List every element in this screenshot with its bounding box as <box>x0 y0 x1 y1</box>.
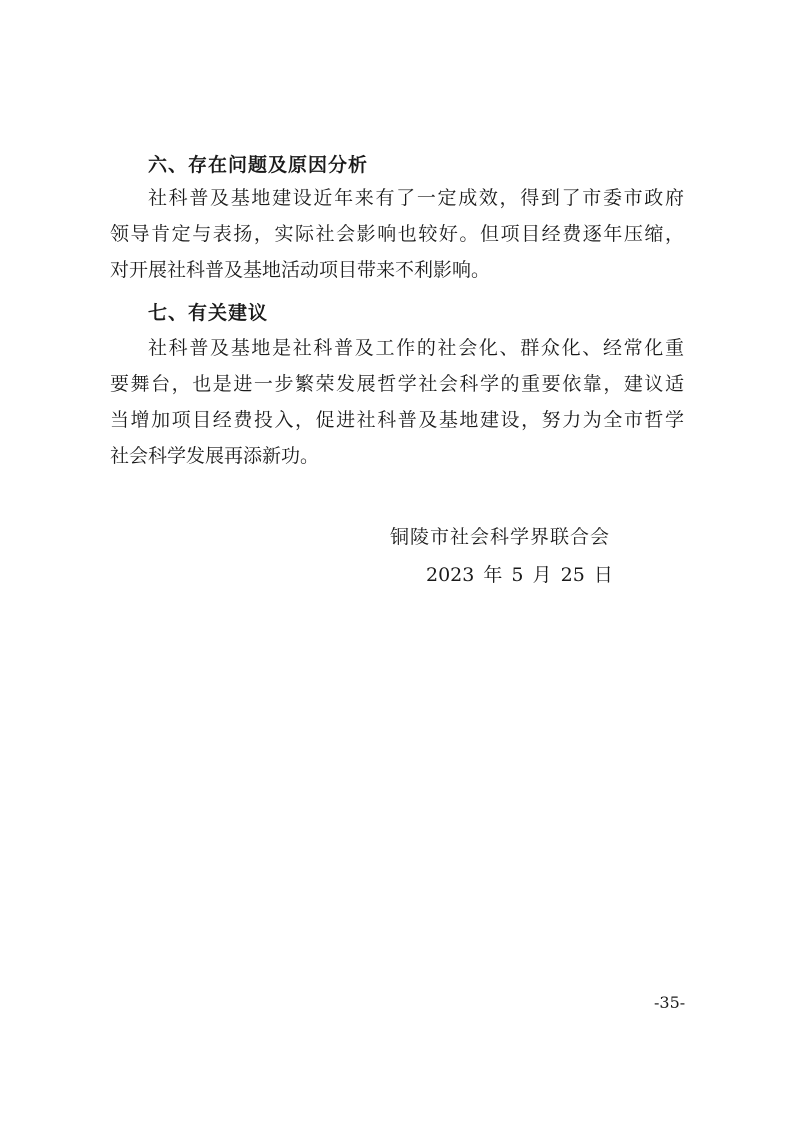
page-number: -35- <box>654 993 686 1012</box>
section-body-suggestions <box>110 330 684 474</box>
signature-organization: 铜陵市社会科学界联合会 <box>390 526 611 548</box>
paragraph-line: 对开展社科普及基地活动项目带来不利影响。 <box>110 259 491 281</box>
section-body-problems <box>110 180 684 288</box>
paragraph-line: 社会科学发展再添新功。 <box>110 445 320 467</box>
paragraph-line: 要舞台，也是进一步繁荣发展哲学社会科学的重要依靠，建议适 <box>110 373 684 395</box>
paragraph-line: 社科普及基地是社科普及工作的社会化、群众化、经常化重 <box>148 337 684 359</box>
section-heading-suggestions: 七、有关建议 <box>148 302 269 324</box>
signature-date: 2023 年 5 月 25 日 <box>426 564 613 586</box>
paragraph-line: 社科普及基地建设近年来有了一定成效，得到了市委市政府 <box>148 187 684 209</box>
section-heading-problems: 六、存在问题及原因分析 <box>148 154 369 176</box>
paragraph-line: 当增加项目经费投入，促进社科普及基地建设，努力为全市哲学 <box>110 409 684 431</box>
paragraph-line: 领导肯定与表扬，实际社会影响也较好。但项目经费逐年压缩， <box>110 223 684 245</box>
